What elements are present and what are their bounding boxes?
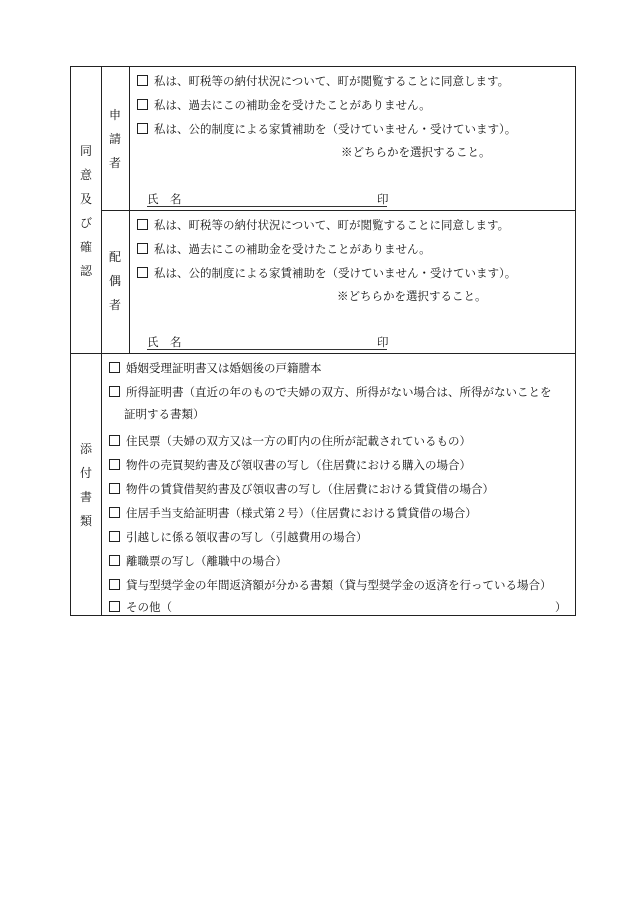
- checkbox[interactable]: [137, 267, 148, 278]
- item-text: 婚姻受理証明書又は婚姻後の戸籍謄本: [126, 361, 322, 375]
- item-text: 引越しに係る領収書の写し（引越費用の場合）: [126, 530, 368, 544]
- label-char: 書: [79, 490, 92, 504]
- label-char: 申: [108, 108, 121, 122]
- divider: [101, 67, 102, 615]
- spouse-consent-item: [137, 265, 516, 281]
- label-char: 及: [79, 192, 92, 206]
- item-text: 物件の売買契約書及び領収書の写し（住居費における購入の場合）: [126, 458, 471, 472]
- attachment-item: [109, 457, 471, 473]
- item-text: 私は、町税等の納付状況について、町が閲覧することに同意します。: [154, 218, 510, 232]
- divider: [129, 67, 130, 353]
- checkbox[interactable]: [137, 123, 148, 134]
- label-char: 者: [108, 156, 121, 170]
- name-label: 氏 名: [147, 192, 182, 206]
- applicant-consent-item: [137, 73, 509, 89]
- spouse-consent-item: [137, 217, 509, 233]
- item-text: 物件の賃貸借契約書及び領収書の写し（住居費における賃貸借の場合）: [126, 482, 494, 496]
- label-char: 添: [79, 442, 92, 456]
- item-text: 離職票の写し（離職中の場合）: [126, 554, 287, 568]
- item-text: 所得証明書（直近の年のもので夫婦の双方、所得がない場合は、所得がないことを: [126, 385, 552, 399]
- label-char: 類: [79, 514, 92, 528]
- divider: [101, 210, 575, 211]
- item-text: 私は、過去にこの補助金を受けたことがありません。: [154, 98, 431, 112]
- item-text: 証明する書類）: [124, 407, 205, 421]
- checkbox[interactable]: [109, 386, 120, 397]
- attachment-item: [109, 577, 552, 593]
- attachment-item: [109, 505, 477, 521]
- checkbox[interactable]: [109, 459, 120, 470]
- name-label: 氏 名: [147, 335, 182, 349]
- attachment-item: [109, 553, 287, 569]
- applicant-label: [105, 103, 125, 175]
- label-char: 意: [79, 168, 92, 182]
- selection-note: ※どちらかを選択すること。: [341, 145, 491, 159]
- applicant-consent-item: [137, 97, 431, 113]
- selection-note: ※どちらかを選択すること。: [337, 289, 487, 303]
- spouse-consent-item: [137, 241, 431, 257]
- label-char: 配: [108, 250, 121, 264]
- item-text: その他（: [126, 600, 172, 614]
- attachment-item: [109, 384, 552, 400]
- other-close-paren: ）: [555, 600, 567, 614]
- consent-attachment-table: [70, 66, 576, 616]
- seal-mark: 印: [377, 192, 389, 206]
- item-text: 私は、過去にこの補助金を受けたことがありません。: [154, 242, 431, 256]
- label-char: び: [79, 216, 92, 230]
- label-char: 認: [79, 264, 92, 278]
- attachment-item: [109, 481, 494, 497]
- label-char: 付: [79, 466, 92, 480]
- item-text: 貸与型奨学金の年間返済額が分かる書類（貸与型奨学金の返済を行っている場合）: [126, 578, 552, 592]
- checkbox[interactable]: [137, 243, 148, 254]
- attachments-section-label: [76, 437, 96, 533]
- consent-section-label: [76, 139, 96, 283]
- checkbox[interactable]: [109, 435, 120, 446]
- checkbox[interactable]: [109, 601, 120, 612]
- item-text: 私は、公的制度による家賃補助を（受けていません・受けています）。: [154, 266, 517, 280]
- label-char: 同: [79, 144, 92, 158]
- applicant-consent-item: [137, 121, 516, 137]
- attachment-item: [109, 360, 322, 376]
- checkbox[interactable]: [109, 531, 120, 542]
- checkbox[interactable]: [137, 99, 148, 110]
- checkbox[interactable]: [109, 362, 120, 373]
- label-char: 者: [108, 298, 121, 312]
- label-char: 偶: [108, 274, 121, 288]
- item-text: 私は、公的制度による家賃補助を（受けていません・受けています）。: [154, 122, 517, 136]
- checkbox[interactable]: [109, 507, 120, 518]
- checkbox[interactable]: [137, 75, 148, 86]
- attachment-item-other: [109, 599, 172, 615]
- attachment-item-continuation: [124, 406, 205, 422]
- label-char: 請: [108, 132, 121, 146]
- item-text: 住民票（夫婦の双方又は一方の町内の住所が記載されているもの）: [126, 434, 471, 448]
- checkbox[interactable]: [109, 555, 120, 566]
- spouse-label: [105, 245, 125, 317]
- attachment-item: [109, 529, 368, 545]
- checkbox[interactable]: [137, 219, 148, 230]
- checkbox[interactable]: [109, 483, 120, 494]
- seal-mark: 印: [377, 335, 389, 349]
- item-text: 住居手当支給証明書（様式第２号）（住居費における賃貸借の場合）: [126, 506, 477, 520]
- attachment-item: [109, 433, 471, 449]
- signature-line[interactable]: [147, 349, 387, 350]
- signature-line[interactable]: [147, 206, 387, 207]
- label-char: 確: [79, 240, 92, 254]
- checkbox[interactable]: [109, 579, 120, 590]
- divider: [71, 353, 575, 354]
- item-text: 私は、町税等の納付状況について、町が閲覧することに同意します。: [154, 74, 510, 88]
